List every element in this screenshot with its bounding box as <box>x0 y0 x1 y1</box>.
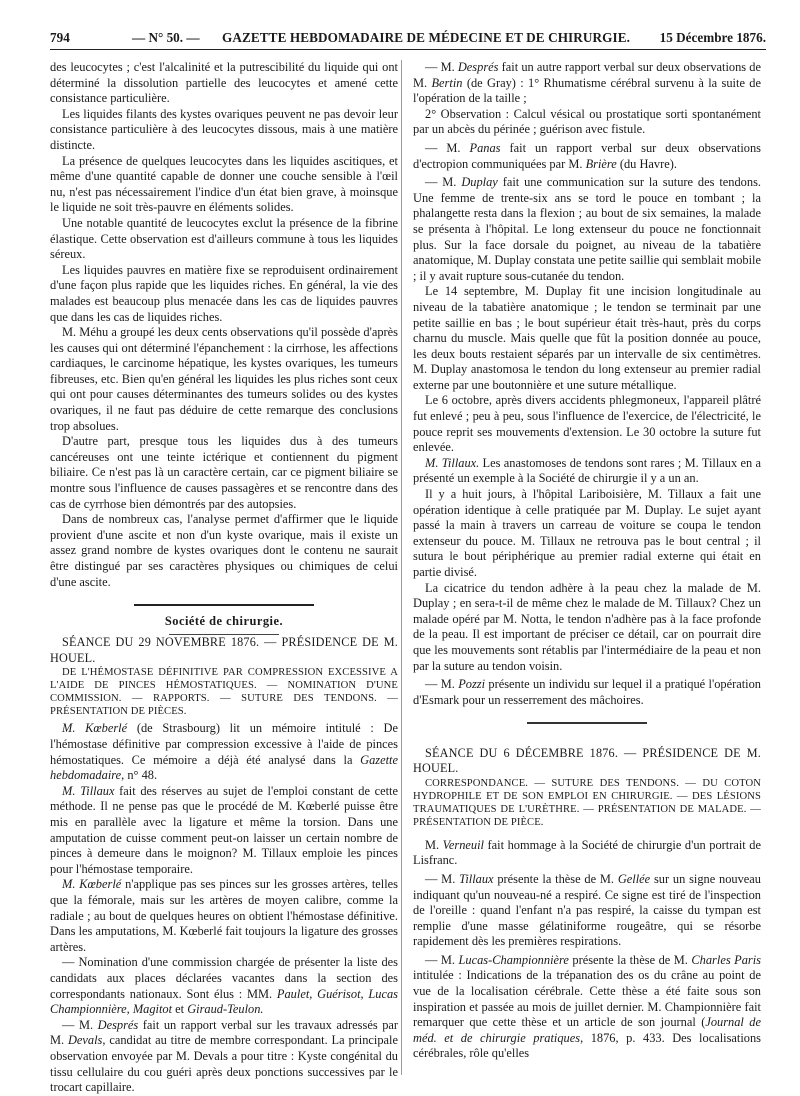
paragraph: M. Méhu a groupé les deux cents observations qu'il possède d'après les causes qui ont déterminé l'épanchement : la cirrhose, les affections cardiaques, le carcinome hépatique, les kystes ovariques, les tumeurs fibreuses, etc. Bien qu'en général les liquides les plus riches sont ceux qui ont pour causes déterminantes des tumeurs solides ou des kystes ovariques, il ne faut pas déduire de cette remarque des conclusions trop absolues. <box>50 325 398 433</box>
paragraph <box>413 175 761 284</box>
person-name: Després <box>457 60 499 74</box>
paragraph: Le 6 octobre, après divers accidents phlegmoneux, l'appareil plâtré fut enlevé ; peu à peu, sous l'influence de l'exercice, de l'électricité, le pouce reprit ses mouvements d'extension. Le 30 octobre la suture fut enlevée. <box>413 393 761 455</box>
journal-title: GAZETTE HEBDOMADAIRE DE MÉDECINE ET DE CHIRURGIE. <box>222 30 631 45</box>
paragraph: D'autre part, presque tous les liquides dus à des tumeurs cancéreuses ont une teinte ictérique et contiennent du pigment biliaire. Ce n'est pas là un caractère certain, car ce pigment biliaire se montre sous l'influence de causes passagères et se rencontre dans des cas de cyrrhose bien démontrés par des autopsies. <box>50 434 398 511</box>
paragraph: Une notable quantité de leucocytes exclut la présence de la fibrine élastique. Cette observation est d'ailleurs commune à tous les liquides séreux. <box>50 215 398 262</box>
left-column <box>50 60 399 1095</box>
text-run: sur un signe nouveau indiquant qu'un nouveau-né a respiré. Ce signe est tiré de l'inspection de l'oreille : quand l'enfant n'a pas respiré, la caisse du tympan est remplie d'une masse gélatiniforme rougeâtre, qui se résorbe rapidement dès les premières respirations. <box>413 871 762 949</box>
text-run: intitulée : Indications de la trépanation des os du crâne au point de vue de la localisation cérébrale. Cette thèse a été faite sous son inspiration et passée au mois de juillet dernier. M. Championnière fait remarquer que cette thèse et un article de son journal ( <box>413 968 761 1030</box>
person-name: M. Kœberlé <box>62 877 122 892</box>
person-name: Pozzi <box>458 677 486 692</box>
text-run: , n° 48. <box>121 768 158 783</box>
person-name: Duplay <box>461 175 498 190</box>
text-run: , 1876, p. 433. Des localisations cérébrales, rôle qu'elles <box>413 1030 761 1061</box>
separator-rule <box>527 722 647 723</box>
text-run: fait un autre rapport verbal sur deux observations de M. <box>413 60 761 90</box>
text-run: Les anastomoses de tendons sont rares ; M. Tillaux en a présenté un exemple à la Société de chirurgie il y a un an. <box>413 455 761 486</box>
paragraph <box>50 1018 398 1096</box>
separator-rule <box>134 604 314 606</box>
text-run: — M. <box>425 952 459 967</box>
text-run: n'applique pas ses pinces sur les grosses artères, telles que la fémorale, mais sur les artères de moyen calibre, comme la radiale ; au bout de quelques heures on obtient l'hémostase définitive. Dans les amputations, M. Kœberlé fait toujours la ligature des grosses artères. <box>50 877 398 954</box>
person-name: M. Tillaux <box>62 783 115 798</box>
text-run: M. <box>425 837 443 852</box>
person-name: Gellée <box>617 871 651 886</box>
paragraph <box>413 838 761 869</box>
person-names: Paulet, Guérisot, Lucas Championnière, Magitot <box>50 986 398 1017</box>
column-divider <box>401 60 402 1075</box>
paragraph <box>50 784 398 878</box>
page-header <box>50 27 766 50</box>
person-name: Després <box>97 1017 139 1032</box>
text-run: présente la thèse de M. <box>568 952 692 967</box>
short-rule <box>169 634 279 635</box>
paragraph: des leucocytes ; c'est l'alcalinité et la putrescibilité du liquide qui ont déterminé la dissolution partielle des leucocytes et amené cette consistance particulière. <box>50 60 398 106</box>
paragraph: Dans de nombreux cas, l'analyse permet d'affirmer que le liquide provient d'une ascite et non d'un kyste ovarique, mais il existe un assez grand nombre de kystes ovariques dont le contenu ne saurait être distingué par ses caractères physiques ou chimiques de celui d'une ascite. <box>50 512 398 589</box>
text-run: — M. <box>62 1017 98 1032</box>
session-heading: SÉANCE DU 6 DÉCEMBRE 1876. — PRÉSIDENCE DE M. HOUEL. <box>413 745 761 776</box>
page-number: 794 <box>50 30 70 45</box>
paragraph <box>413 141 761 172</box>
paragraph: La cicatrice du tendon adhère à la peau chez la malade de M. Duplay ; en sera-t-il de même chez le malade de M. Tillaux? Chez un malade opéré par M. Notta, le tendon n'adhère pas à la face profonde de la peau. Il est important de préciser ce détail, car on pourrait dire que les mouvements sont rétablis par l'intermédiaire de la peau et non par la suture au tendon voisin. <box>413 580 761 673</box>
person-name: Panas <box>469 140 501 155</box>
person-name: Tillaux <box>459 871 494 886</box>
paragraph <box>413 677 761 708</box>
paragraph <box>50 721 398 783</box>
paragraph <box>50 955 398 1017</box>
person-name: M. Kœberlé <box>62 721 128 736</box>
paragraph: 2° Observation : Calcul vésical ou prostatique sorti spontanément par un abcès du périnée ; guérison avec fistule. <box>413 106 761 137</box>
person-name: M. Tillaux. <box>425 455 480 470</box>
paragraph: Les liquides pauvres en matière fixe se reproduisent ordinairement d'une façon plus rapide que les liquides riches. En général, la vie des malades est beaucoup plus menacée dans les cas de liquides pauvres que dans les cas de liquides riches. <box>50 262 398 324</box>
person-name: Verneuil <box>442 837 484 852</box>
journal-name: Gazette hebdomadaire <box>50 752 398 783</box>
text-run: — Nomination d'une commission chargée de présenter la liste des candidats aux places déclarées vacantes dans la section des correspondants nationaux. Sont élus : MM. <box>50 955 398 1001</box>
text-run: — M. <box>425 140 470 155</box>
paragraph <box>50 877 398 955</box>
person-name: Bertin <box>431 75 463 90</box>
journal-name: Journal de méd. et de chirurgie pratiques <box>413 1015 761 1045</box>
person-name: Charles Paris <box>691 952 761 967</box>
person-name: Brière <box>585 156 617 171</box>
person-name: Devals <box>67 1033 103 1048</box>
session-heading: SÉANCE DU 29 NOVEMBRE 1876. — PRÉSIDENCE DE M. HOUEL. <box>50 635 398 665</box>
text-run: présente la thèse de M. <box>493 871 618 886</box>
paragraph: Les liquides filants des kystes ovariques peuvent ne pas devoir leur consistance particulière à des leucocytes dissous, mais à une matière distincte. <box>50 106 398 152</box>
text-run: et <box>172 1002 188 1017</box>
person-name: Giraud-Teulon. <box>187 1002 264 1017</box>
text-run: fait un rapport verbal sur les travaux adressés par M. <box>50 1017 399 1048</box>
right-column <box>413 60 761 1080</box>
text-run: fait des réserves au sujet de l'emploi constant de cette méthode. Il ne pense pas que le procédé de M. Kœberlé puisse être mis en parallèle avec la ligature et même la torsion. Dans une amputation de cuisse comment peut-on laisser un certain nombre de pinces à demeure dans le moignon? M. Tillaux emploie les pinces pour l'hémostase temporaire. <box>50 783 398 876</box>
paragraph: Il y a huit jours, à l'hôpital Lariboisière, M. Tillaux a fait une opération identique à celle pratiquée par M. Duplay. Le sujet ayant passé la main à travers un carreau de voiture se coupa le tendon extenseur du pouce. M. Tillaux ne retrouva pas le bout central ; il sutura le bout périphérique au premier radial externe qui était en partie divisé. <box>413 487 761 579</box>
text-run: — M. <box>425 175 462 190</box>
paragraph: La présence de quelques leucocytes dans les liquides ascitiques, et même d'une quantité capable de donner une couche sensible à l'œil nu, n'est pas nécessairement l'indice d'un état bien grave, à moinsque le liquide ne soit très-pauvre en éléments solides. <box>50 153 398 215</box>
text-run: présente un individu sur lequel il a pratiqué l'opération d'Esmark pour un resserrement des mâchoires. <box>413 677 761 707</box>
paragraph <box>413 872 761 950</box>
text-run: fait un rapport verbal sur deux observations d'ectropion communiquées par M. <box>413 140 762 171</box>
text-run: , candidat au titre de membre correspondant. La principale observation envoyée par M. Devals a pour titre : Kyste congénital du tissu cellulaire du cou guéri après deux ponctions successives par le trocart capillaire. <box>50 1033 399 1095</box>
issue-number: — N° 50. — <box>132 30 200 45</box>
section-heading <box>50 590 398 635</box>
text-run: fait une communication sur la suture des tendons. Une femme de trente-six ans se tord le pouce en tombant ; la phalangette resta dans la flexion ; au bout de six semaines, la malade se présenta à l'hôpital. Le long extenseur du pouce ne fonctionnait plus. Sur la face dorsale du poignet, au niveau de la tabatière anatomique, M. Duplay constata une petite saillie qui semblait mobile ; il y avait rupture sous-cutanée du tendon. <box>413 175 761 283</box>
text-run: (du Havre). <box>616 156 677 171</box>
text-run: (de Strasbourg) lit un mémoire intitulé : De l'hémostase définitive par compression excessive à l'aide de pinces hémostatiques. Ce mémoire a déjà été analysé dans la <box>50 721 398 767</box>
text-run: — M. <box>425 871 460 886</box>
paragraph: Le 14 septembre, M. Duplay fit une incision longitudinale au niveau de la tabatière anatomique ; le tendon se terminait par une petite saillie en bas ; le bout supérieur était très-haut, près du corps charnu du muscle. Mais quelle que fût la position donnée au pouce, les deux bouts restaient séparés par un intervalle de six centimètres. M. Duplay anastomosa le tendon du long extenseur au premier radial externe par une boutonnière et une suture métallique. <box>413 284 761 392</box>
session-summary: DE L'HÉMOSTASE DÉFINITIVE PAR COMPRESSION EXCESSIVE A L'AIDE DE PINCES HÉMOSTATIQUES. — NOMINATION D'UNE COMMISSION. — RAPPORTS. — SUTURE DES TENDONS. — PRÉSENTATION DE PIÈCES. <box>50 667 398 718</box>
paragraph <box>413 60 761 107</box>
text-run: fait hommage à la Société de chirurgie d'un portrait de Lisfranc. <box>413 837 761 868</box>
section-title-text: Société de chirurgie. <box>164 613 284 628</box>
person-name: Lucas-Championnière <box>458 952 569 967</box>
session-summary: CORRESPONDANCE. — SUTURE DES TENDONS. — DU COTON HYDROPHILE ET DE SON EMPLOI EN CHIRURGIE. — DES LÉSIONS TRAUMATIQUES DE L'URÈTHRE. — PRÉSENTATION DE MALADE. — PRÉSENTATION DE PIÈCE. <box>413 777 761 828</box>
paragraph <box>413 953 761 1062</box>
issue-date: 15 Décembre 1876. <box>659 30 766 45</box>
text-run: — M. <box>425 60 458 74</box>
paragraph <box>413 456 761 487</box>
text-run: (de Gray) : 1° Rhumatisme cérébral survenu à la suite de l'opération de la taille ; <box>413 75 761 106</box>
text-run: — M. <box>425 677 459 692</box>
